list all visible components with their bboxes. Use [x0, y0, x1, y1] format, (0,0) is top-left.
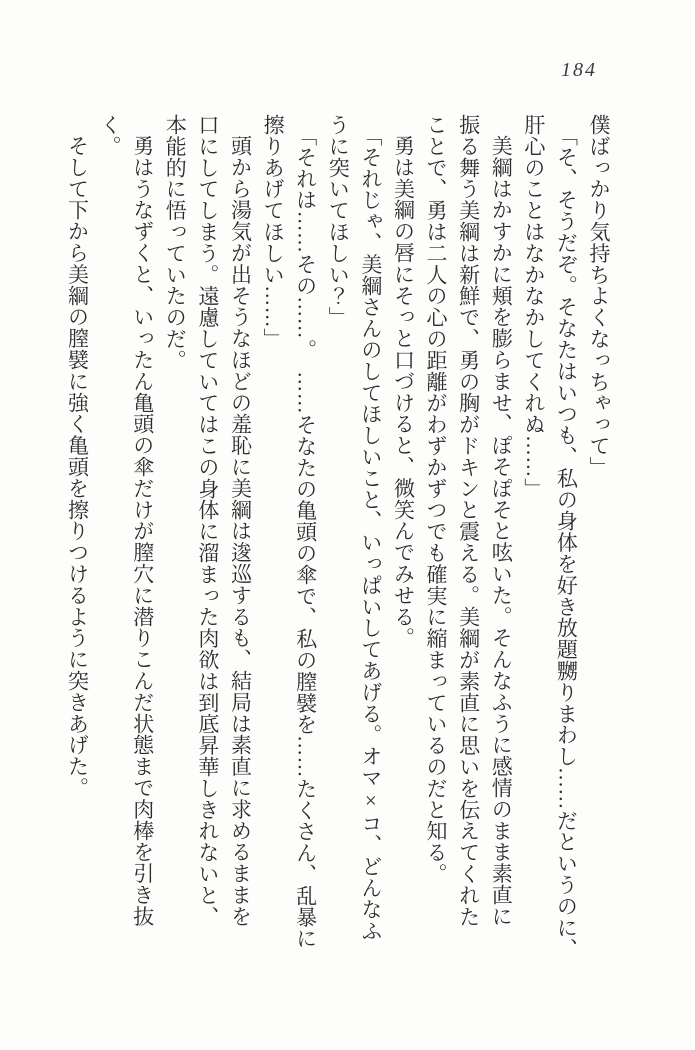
text-line: 「そ、そうだぞ。そなたはいつも、私の身体を好き放題嬲りまわし……だというのに、	[554, 124, 579, 960]
page-number: 184	[561, 59, 597, 81]
text-line: 美綱はかすかに頬を膨らませ、ぽそぽそと呟いた。そんなふうに感情のまま素直に	[489, 135, 514, 927]
text-line: 振る舞う美綱は新鮮で、勇の胸がドキンと震える。美綱が素直に思いを伝えてくれた	[456, 114, 481, 928]
text-line: 勇はうなずくと、いったん亀頭の傘だけが膣穴に潜りこんだ状態まで肉棒を引き抜	[130, 135, 155, 927]
text-line: く。	[98, 114, 123, 157]
text-line: 肝心のことはなかなかしてくれぬ……」	[521, 114, 546, 500]
text-line: 勇は美綱の唇にそっと口づけると、微笑んでみせる。	[391, 135, 416, 649]
text-line: 「それじゃ、美綱さんのしてほしいこと、いっぱいしてあげる。オマ×コ、どんなふ	[358, 124, 383, 941]
text-line: 僕ばっかり気持ちよくなっちゃって」	[587, 114, 611, 478]
text-line: 「それは……その……。 ……そなたの亀頭の傘で、私の膣襞を……たくさん、乱暴に	[293, 124, 318, 949]
text-line: 口にしてしまう。遠慮していてはこの身体に溜まった肉欲は到底昇華しきれないと、	[195, 114, 220, 928]
text-line: そして下から美綱の膣襞に強く亀頭を擦りつけるように突きあげた。	[65, 135, 90, 799]
text-line: 本能的に悟っていたのだ。	[163, 114, 188, 371]
text-line: うに突いてほしい？」	[326, 114, 351, 328]
text-line: 頭から湯気が出そうなほどの羞恥に美綱は逡巡するも、結局は素直に求めるままを	[228, 135, 253, 927]
text-body	[61, 114, 615, 1004]
text-line: 擦りあげてほしい……」	[261, 114, 286, 350]
text-line: ことで、勇は二人の心の距離がわずかずつでも確実に縮まっているのだと知る。	[424, 114, 449, 885]
